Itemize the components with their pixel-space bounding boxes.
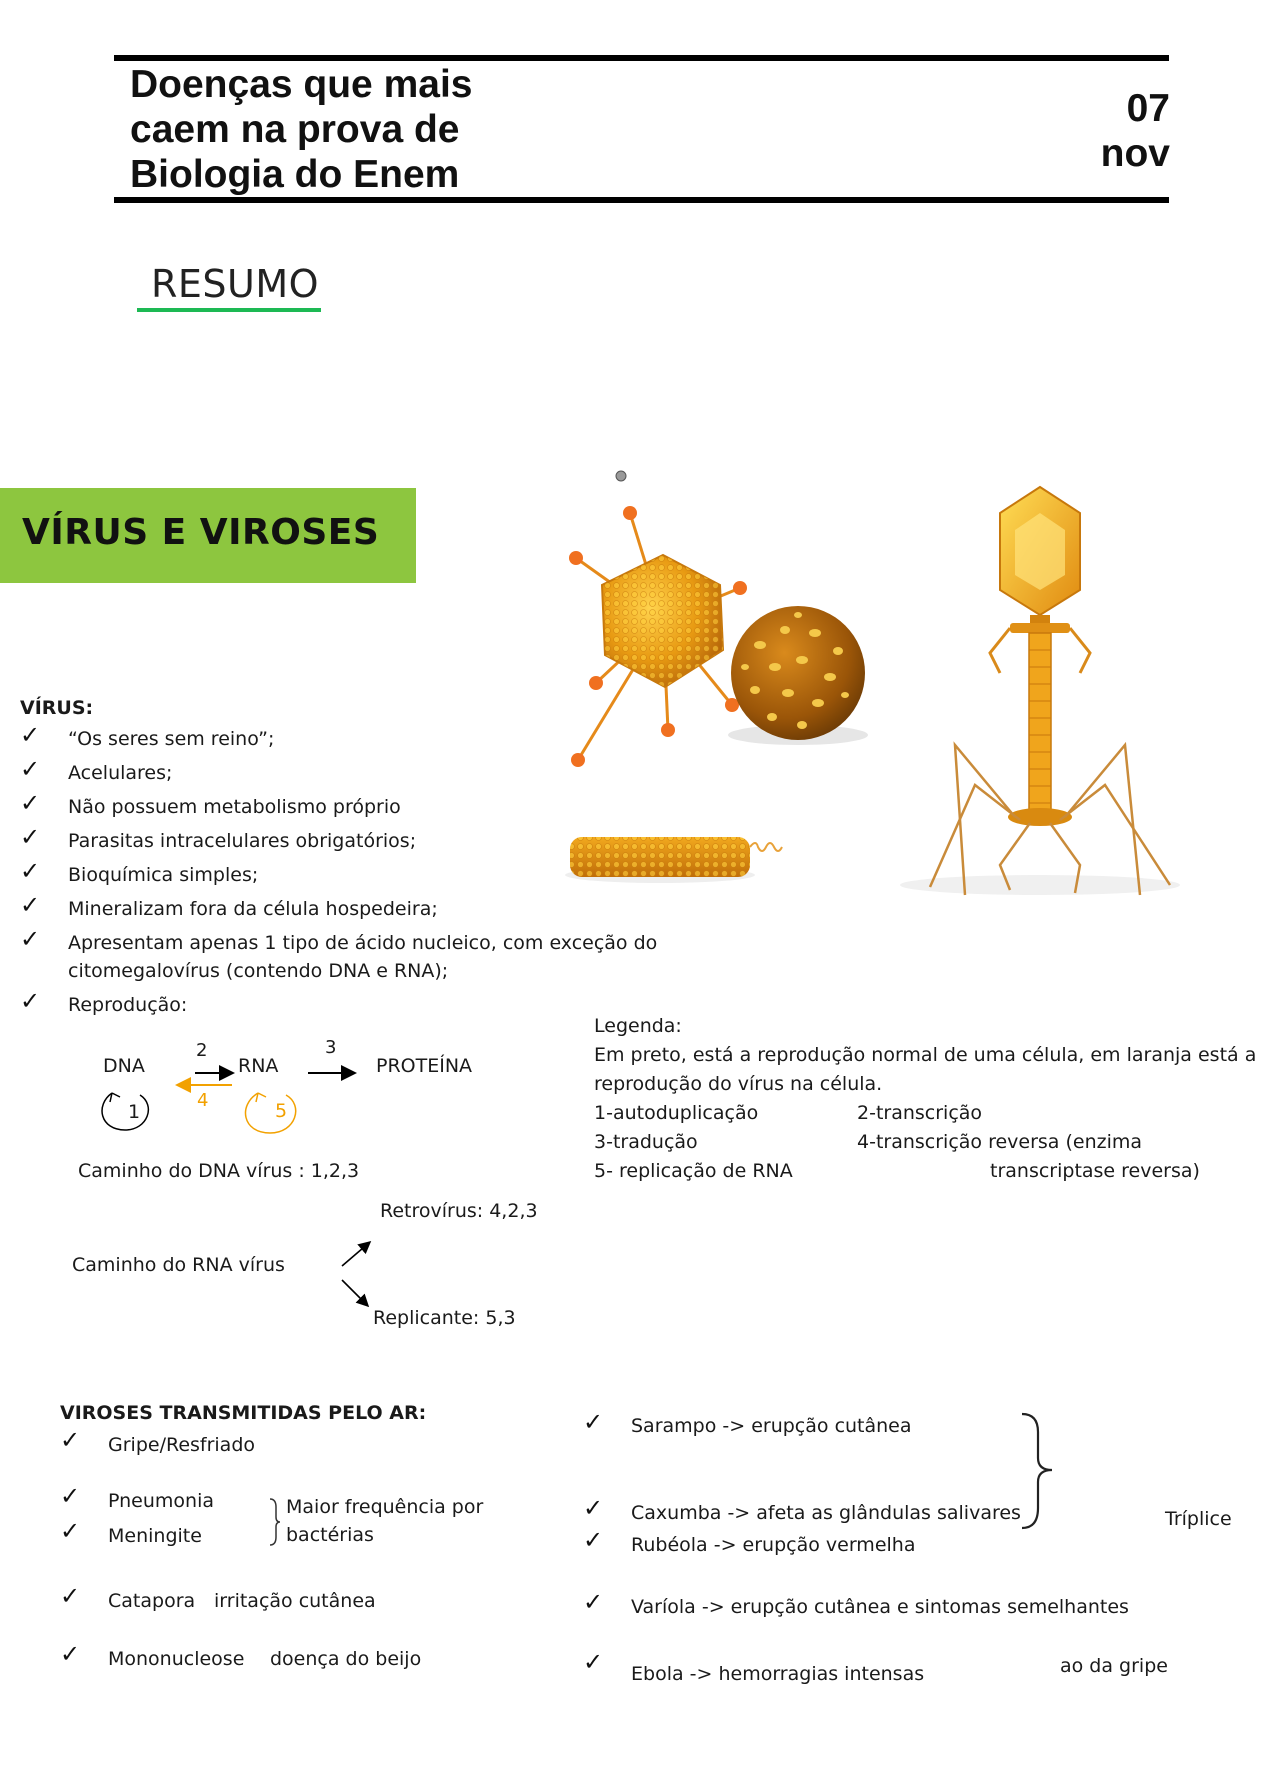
virus-item: Parasitas intracelulares obrigatórios; xyxy=(68,830,417,852)
checkmark-icon: ✓ xyxy=(20,755,41,783)
virus-item: citomegalovírus (contendo DNA e RNA); xyxy=(68,960,449,982)
dna-virus-path: Caminho do DNA vírus : 1,2,3 xyxy=(78,1160,360,1182)
retrovirus-label: Retrovírus: 4,2,3 xyxy=(380,1200,538,1222)
page-title xyxy=(130,62,650,197)
diagram-step-1: 1 xyxy=(128,1101,141,1123)
checkmark-icon: ✓ xyxy=(60,1482,81,1510)
checkmark-icon: ✓ xyxy=(20,987,41,1015)
bacteria-note: Maior frequência por xyxy=(286,1496,484,1518)
disease-item: Sarampo -> erupção cutânea xyxy=(631,1415,912,1437)
triplice-label: Tríplice xyxy=(1165,1508,1232,1530)
date-month: nov xyxy=(1100,132,1170,175)
disease-item: Pneumonia xyxy=(108,1490,214,1512)
bacteriophage xyxy=(900,487,1180,895)
resumo-heading: RESUMO xyxy=(151,262,320,306)
legend-code: 5- replicação de RNA xyxy=(594,1160,793,1182)
disease-desc: ao da gripe xyxy=(1060,1655,1168,1677)
legend-code: transcriptase reversa) xyxy=(990,1160,1200,1182)
virus-item: Apresentam apenas 1 tipo de ácido nucleico, com exceção do xyxy=(68,932,658,954)
header-top-rule xyxy=(114,55,1169,61)
resumo-underline xyxy=(137,308,321,312)
checkmark-icon: ✓ xyxy=(583,1408,604,1436)
checkmark-icon: ✓ xyxy=(20,721,41,749)
section-title: VÍRUS E VIROSES xyxy=(22,512,380,553)
disease-item: Caxumba -> afeta as glândulas salivares xyxy=(631,1502,1021,1524)
diagram-step-2: 2 xyxy=(196,1040,208,1061)
bacteria-bracket xyxy=(268,1497,282,1547)
legend-code: 1-autoduplicação xyxy=(594,1102,759,1124)
legend-code: 3-tradução xyxy=(594,1131,698,1153)
title-line: caem na prova de xyxy=(130,108,460,151)
checkmark-icon: ✓ xyxy=(60,1517,81,1545)
diagram-rna: RNA xyxy=(238,1055,279,1077)
virus-item: Reprodução: xyxy=(68,994,188,1016)
disease-item: Gripe/Resfriado xyxy=(108,1434,256,1456)
legend-code: 2-transcrição xyxy=(857,1102,983,1124)
bacteria-note: bactérias xyxy=(286,1524,374,1546)
airborne-heading: VIROSES TRANSMITIDAS PELO AR: xyxy=(60,1402,427,1424)
date xyxy=(1070,86,1170,176)
diagram-step-4: 4 xyxy=(197,1090,209,1111)
rna-branch-arrows xyxy=(330,1230,380,1310)
replicante-label: Replicante: 5,3 xyxy=(373,1307,516,1329)
checkmark-icon: ✓ xyxy=(20,891,41,919)
checkmark-icon: ✓ xyxy=(20,857,41,885)
disease-item: Mononucleose xyxy=(108,1648,245,1670)
virus-item: Bioquímica simples; xyxy=(68,864,259,886)
icosahedral-virus xyxy=(569,506,747,767)
checkmark-icon: ✓ xyxy=(583,1526,604,1554)
small-marker-icon xyxy=(616,471,626,481)
disease-item: Rubéola -> erupção vermelha xyxy=(631,1534,916,1556)
legend-title: Legenda: xyxy=(594,1015,682,1037)
rna-virus-path: Caminho do RNA vírus xyxy=(72,1254,285,1276)
disease-item: Catapora xyxy=(108,1590,196,1612)
header-bottom-rule xyxy=(114,197,1169,203)
disease-desc: irritação cutânea xyxy=(214,1590,376,1612)
title-line: Doenças que mais xyxy=(130,63,473,106)
diagram-dna: DNA xyxy=(103,1055,145,1077)
checkmark-icon: ✓ xyxy=(20,823,41,851)
virus-item: Não possuem metabolismo próprio xyxy=(68,796,401,818)
disease-desc: doença do beijo xyxy=(270,1648,422,1670)
disease-item: Meningite xyxy=(108,1525,202,1547)
checkmark-icon: ✓ xyxy=(583,1648,604,1676)
disease-item: Varíola -> erupção cutânea e sintomas semelhantes xyxy=(631,1596,1129,1618)
helical-virus xyxy=(565,837,782,883)
diagram-step-3: 3 xyxy=(325,1037,337,1058)
checkmark-icon: ✓ xyxy=(60,1426,81,1454)
virus-item: Acelulares; xyxy=(68,762,173,784)
checkmark-icon: ✓ xyxy=(60,1582,81,1610)
triplice-brace xyxy=(1018,1410,1062,1532)
virus-heading: VÍRUS: xyxy=(20,697,94,719)
diagram-step-5: 5 xyxy=(275,1100,288,1122)
disease-item: Ebola -> hemorragias intensas xyxy=(631,1663,925,1685)
virus-illustration xyxy=(540,455,1240,925)
checkmark-icon: ✓ xyxy=(583,1588,604,1616)
reproduction-arrows xyxy=(90,1045,390,1135)
legend-line: reprodução do vírus na célula. xyxy=(594,1073,883,1095)
legend-line: Em preto, está a reprodução normal de uma célula, em laranja está a xyxy=(594,1044,1257,1066)
checkmark-icon: ✓ xyxy=(20,925,41,953)
diagram-proteina: PROTEÍNA xyxy=(376,1055,473,1077)
legend-code: 4-transcrição reversa (enzima xyxy=(857,1131,1143,1153)
date-day: 07 xyxy=(1126,87,1170,130)
checkmark-icon: ✓ xyxy=(20,789,41,817)
virus-item: “Os seres sem reino”; xyxy=(68,728,275,750)
title-line: Biologia do Enem xyxy=(130,153,460,196)
checkmark-icon: ✓ xyxy=(583,1494,604,1522)
spherical-virus xyxy=(728,606,868,745)
checkmark-icon: ✓ xyxy=(60,1640,81,1668)
virus-item: Mineralizam fora da célula hospedeira; xyxy=(68,898,438,920)
